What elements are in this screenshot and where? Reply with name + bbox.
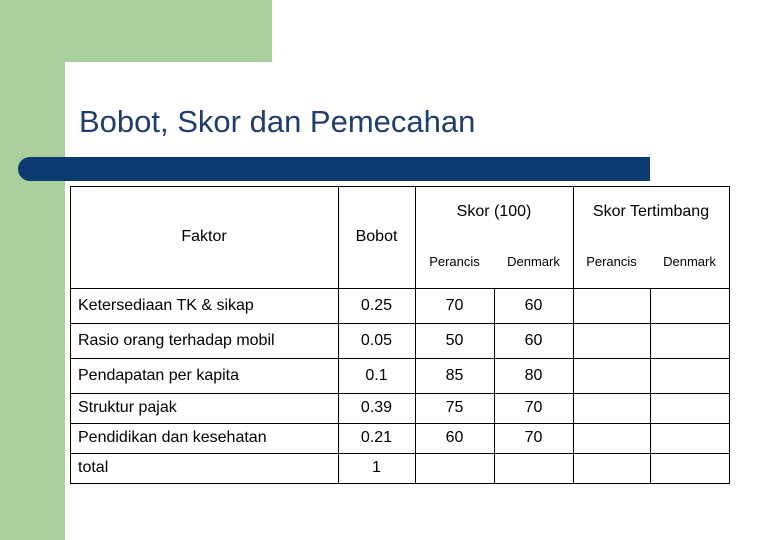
- header-tertimbang-perancis: Perancis: [586, 253, 637, 269]
- header-skor: Skor (100): [456, 203, 532, 220]
- row-score-denmark: 60: [524, 296, 543, 314]
- row-score-perancis: 70: [445, 296, 464, 314]
- row-weight: 0.1: [365, 366, 388, 384]
- row-weight-total: 1: [372, 459, 381, 476]
- header-faktor: Faktor: [181, 228, 227, 245]
- row-score-denmark: 70: [524, 399, 543, 416]
- title-underline-bar: [18, 157, 650, 181]
- header-skor-denmark: Denmark: [507, 253, 560, 269]
- slide-title: Bobot, Skor dan Pemecahan: [79, 104, 476, 139]
- score-table: [70, 186, 730, 484]
- row-score-perancis: 50: [445, 331, 464, 349]
- header-bobot: Bobot: [355, 228, 398, 245]
- row-score-denmark: 70: [524, 429, 543, 446]
- header-skor-perancis: Perancis: [429, 253, 480, 269]
- row-factor: Struktur pajak: [78, 399, 177, 416]
- table-border-right: [729, 186, 730, 484]
- row-weight: 0.39: [360, 399, 393, 416]
- row-factor-total: total: [78, 459, 109, 476]
- row-score-perancis: 85: [445, 366, 464, 384]
- row-weight: 0.25: [360, 296, 393, 314]
- table-rule-col: [650, 288, 651, 484]
- row-score-perancis: 60: [445, 429, 464, 446]
- row-factor: Pendapatan per kapita: [78, 366, 240, 384]
- top-decor-block: [0, 0, 272, 62]
- row-score-denmark: 80: [524, 366, 543, 384]
- header-skor-tertimbang: Skor Tertimbang: [592, 203, 710, 220]
- table-rule-col: [573, 186, 574, 484]
- header-tertimbang-denmark: Denmark: [663, 253, 716, 269]
- row-factor: Ketersediaan TK & sikap: [78, 296, 254, 314]
- row-weight: 0.21: [360, 429, 393, 446]
- row-weight: 0.05: [360, 331, 393, 349]
- row-factor: Rasio orang terhadap mobil: [78, 331, 275, 349]
- row-factor: Pendidikan dan kesehatan: [78, 429, 267, 446]
- table-border-bottom: [70, 483, 730, 484]
- left-decor-strip: [0, 0, 65, 540]
- row-score-denmark: 60: [524, 331, 543, 349]
- row-score-perancis: 75: [445, 399, 464, 416]
